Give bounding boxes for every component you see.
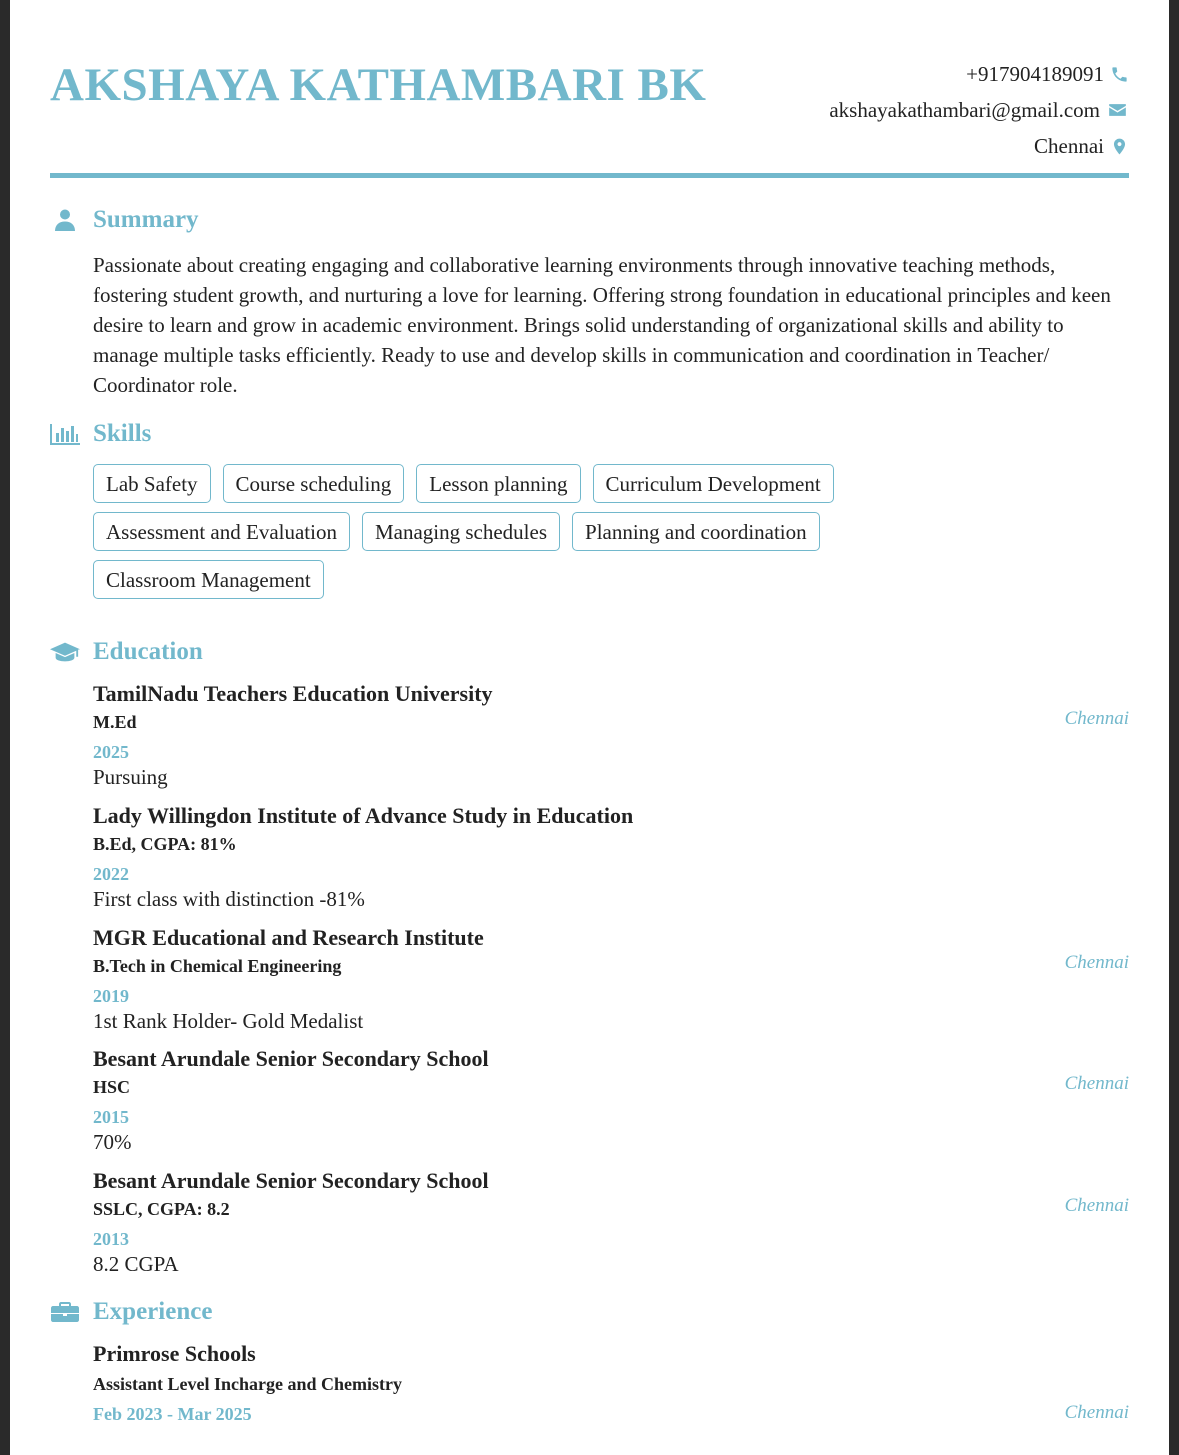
contact-location bbox=[829, 128, 1129, 164]
skill-chip: Classroom Management bbox=[93, 560, 324, 599]
skill-chip: Planning and coordination bbox=[572, 512, 820, 551]
map-pin-icon bbox=[1110, 137, 1129, 156]
education-institution: MGR Educational and Research Institute bbox=[93, 925, 484, 950]
email-text[interactable]: akshayakathambari@gmail.com bbox=[829, 97, 1100, 122]
education-year: 2025 bbox=[93, 742, 129, 762]
briefcase-icon bbox=[50, 1298, 80, 1326]
summary-title: Summary bbox=[93, 206, 199, 233]
education-description: 8.2 CGPA bbox=[93, 1252, 179, 1276]
experience-heading bbox=[50, 1298, 212, 1326]
skills-list bbox=[93, 464, 913, 599]
envelope-icon bbox=[1106, 100, 1129, 120]
skill-chip: Assessment and Evaluation bbox=[93, 512, 350, 551]
experience-title: Experience bbox=[93, 1298, 213, 1325]
education-location: Chennai bbox=[1064, 952, 1129, 973]
skill-chip: Lesson planning bbox=[416, 464, 580, 503]
experience-organization: Primrose Schools bbox=[93, 1341, 256, 1366]
resume-page bbox=[10, 0, 1169, 1455]
education-institution: Besant Arundale Senior Secondary School bbox=[93, 1168, 489, 1193]
education-entry bbox=[93, 802, 1129, 912]
experience-entry bbox=[93, 1340, 1129, 1428]
education-year: 2019 bbox=[93, 986, 129, 1006]
skill-chip: Curriculum Development bbox=[593, 464, 834, 503]
education-institution: TamilNadu Teachers Education University bbox=[93, 681, 493, 706]
experience-location: Chennai bbox=[1064, 1402, 1129, 1423]
user-icon bbox=[50, 206, 80, 234]
bar-chart-icon bbox=[50, 420, 80, 448]
skills-title: Skills bbox=[93, 420, 152, 447]
education-entry bbox=[93, 1045, 1129, 1155]
education-heading bbox=[50, 638, 203, 666]
education-degree: B.Ed, CGPA: 81% bbox=[93, 834, 237, 854]
education-entry bbox=[93, 924, 1129, 1034]
summary-text: Passionate about creating engaging and collaborative learning environments through innovative teaching methods, fostering student growth, and nurturing a love for learning. Offering strong foundation in educational principles and keen desire to learn and grow in academic environment. Brings solid understanding of organizational skills and ability to manage multiple tasks efficiently. Ready to use and develop skills in communication and coordination in Teacher/ Coordinator role. bbox=[93, 253, 1111, 397]
contact-phone bbox=[829, 56, 1129, 92]
education-description: First class with distinction -81% bbox=[93, 887, 365, 911]
experience-role: Assistant Level Incharge and Chemistry bbox=[93, 1374, 402, 1394]
education-description: Pursuing bbox=[93, 765, 168, 789]
phone-text[interactable]: +917904189091 bbox=[966, 61, 1104, 86]
education-location: Chennai bbox=[1064, 1073, 1129, 1094]
experience-dates: Feb 2023 - Mar 2025 bbox=[93, 1404, 252, 1424]
education-description: 1st Rank Holder- Gold Medalist bbox=[93, 1009, 364, 1033]
education-entry bbox=[93, 680, 1129, 790]
education-degree: HSC bbox=[93, 1077, 131, 1097]
education-location: Chennai bbox=[1064, 1195, 1129, 1216]
skill-chip: Lab Safety bbox=[93, 464, 211, 503]
header-divider bbox=[50, 173, 1129, 178]
skills-heading bbox=[50, 420, 151, 448]
education-entry bbox=[93, 1167, 1129, 1277]
education-location: Chennai bbox=[1064, 708, 1129, 729]
location-text: Chennai bbox=[1034, 133, 1104, 158]
education-title: Education bbox=[93, 638, 203, 665]
contact-block bbox=[829, 56, 1129, 164]
skill-chip: Course scheduling bbox=[223, 464, 405, 503]
contact-email bbox=[829, 92, 1129, 128]
education-degree: M.Ed bbox=[93, 712, 137, 732]
education-year: 2022 bbox=[93, 864, 129, 884]
candidate-name: AKSHAYA KATHAMBARI BK bbox=[50, 59, 707, 111]
education-degree: SSLC, CGPA: 8.2 bbox=[93, 1199, 230, 1219]
education-description: 70% bbox=[93, 1130, 132, 1154]
education-institution: Besant Arundale Senior Secondary School bbox=[93, 1046, 489, 1071]
summary-heading bbox=[50, 206, 199, 234]
education-year: 2015 bbox=[93, 1107, 129, 1127]
education-institution: Lady Willingdon Institute of Advance Study in Education bbox=[93, 803, 634, 828]
graduation-cap-icon bbox=[50, 638, 80, 666]
phone-icon bbox=[1110, 65, 1129, 84]
education-degree: B.Tech in Chemical Engineering bbox=[93, 956, 342, 976]
skill-chip: Managing schedules bbox=[362, 512, 560, 551]
education-year: 2013 bbox=[93, 1229, 129, 1249]
